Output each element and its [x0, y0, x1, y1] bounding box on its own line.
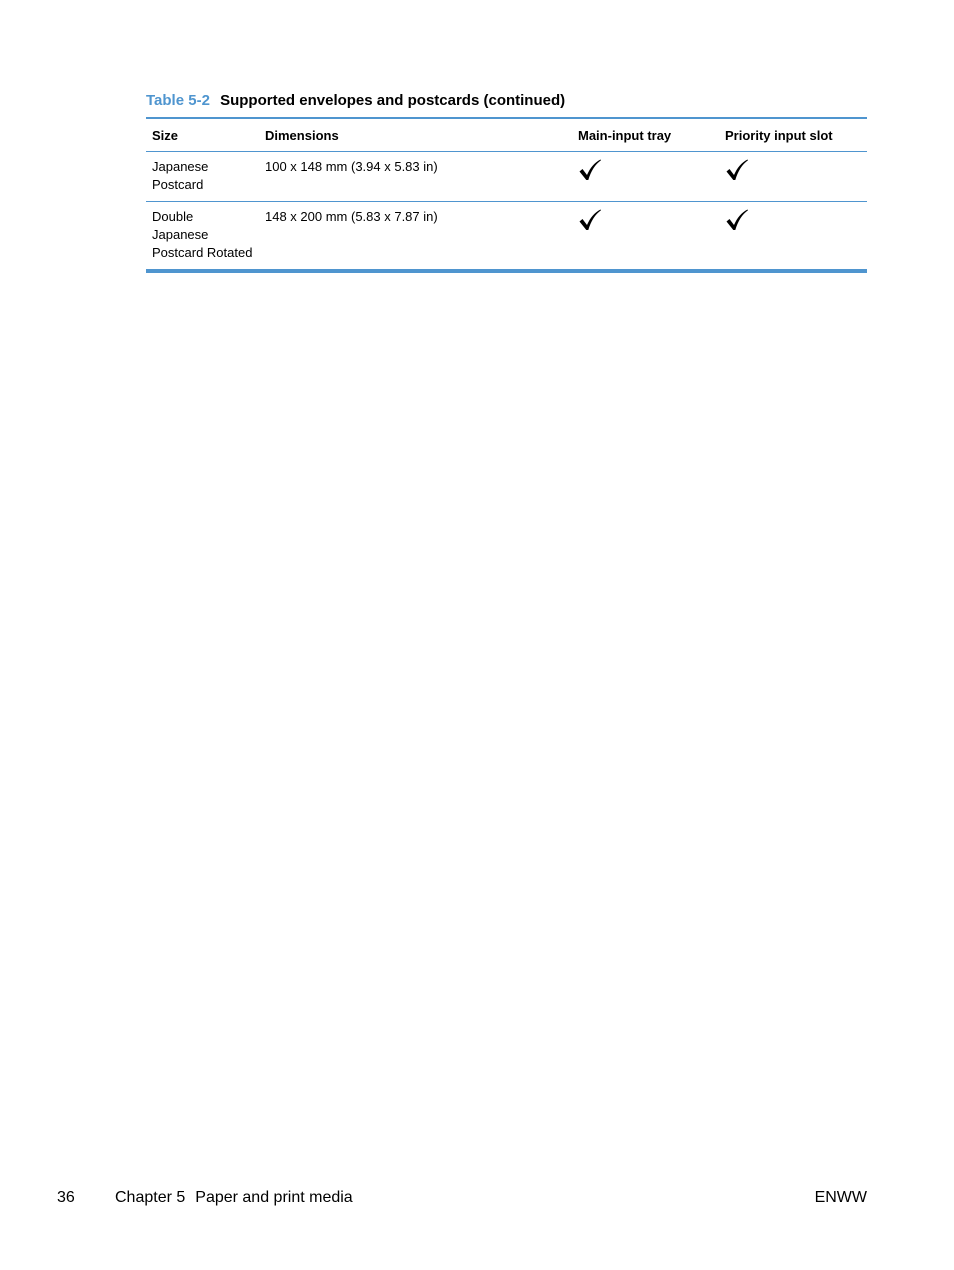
- priority-input-slot-cell: [719, 202, 867, 272]
- check-icon: [725, 158, 749, 182]
- column-header-priority-input-slot: Priority input slot: [725, 127, 833, 143]
- size-cell: [146, 202, 259, 272]
- main-input-tray-cell: [572, 152, 719, 202]
- check-icon: [725, 208, 749, 232]
- size-line: Postcard: [152, 177, 204, 192]
- dimensions-cell: 100 x 148 mm (3.94 x 5.83 in): [265, 159, 438, 174]
- main-input-tray-cell: [572, 202, 719, 272]
- check-icon: [578, 208, 602, 232]
- chapter-title: Paper and print media: [195, 1189, 353, 1206]
- size-line: Japanese: [152, 159, 209, 174]
- table-header-row: [146, 118, 867, 152]
- dimensions-cell: 148 x 200 mm (5.83 x 7.87 in): [265, 209, 438, 224]
- table-row: [146, 152, 867, 202]
- column-header-main-input-tray: Main-input tray: [578, 127, 672, 143]
- doc-code: ENWW: [814, 1189, 867, 1206]
- table-caption-title: Supported envelopes and postcards (continued): [220, 92, 566, 109]
- chapter-label: Chapter 5: [115, 1189, 186, 1206]
- size-line: Postcard Rotated: [152, 245, 253, 260]
- supported-envelopes-table: [146, 117, 867, 273]
- column-header-dimensions: Dimensions: [265, 127, 339, 143]
- size-line: Double Japanese: [152, 209, 209, 242]
- column-header-size: Size: [152, 127, 179, 143]
- size-cell: [146, 152, 259, 202]
- table-caption: [146, 92, 565, 109]
- check-icon: [578, 158, 602, 182]
- footer-chapter: [115, 1189, 353, 1207]
- page-number: 36: [57, 1189, 75, 1206]
- table-caption-number: Table 5-2: [146, 92, 210, 109]
- table-row: [146, 202, 867, 272]
- priority-input-slot-cell: [719, 152, 867, 202]
